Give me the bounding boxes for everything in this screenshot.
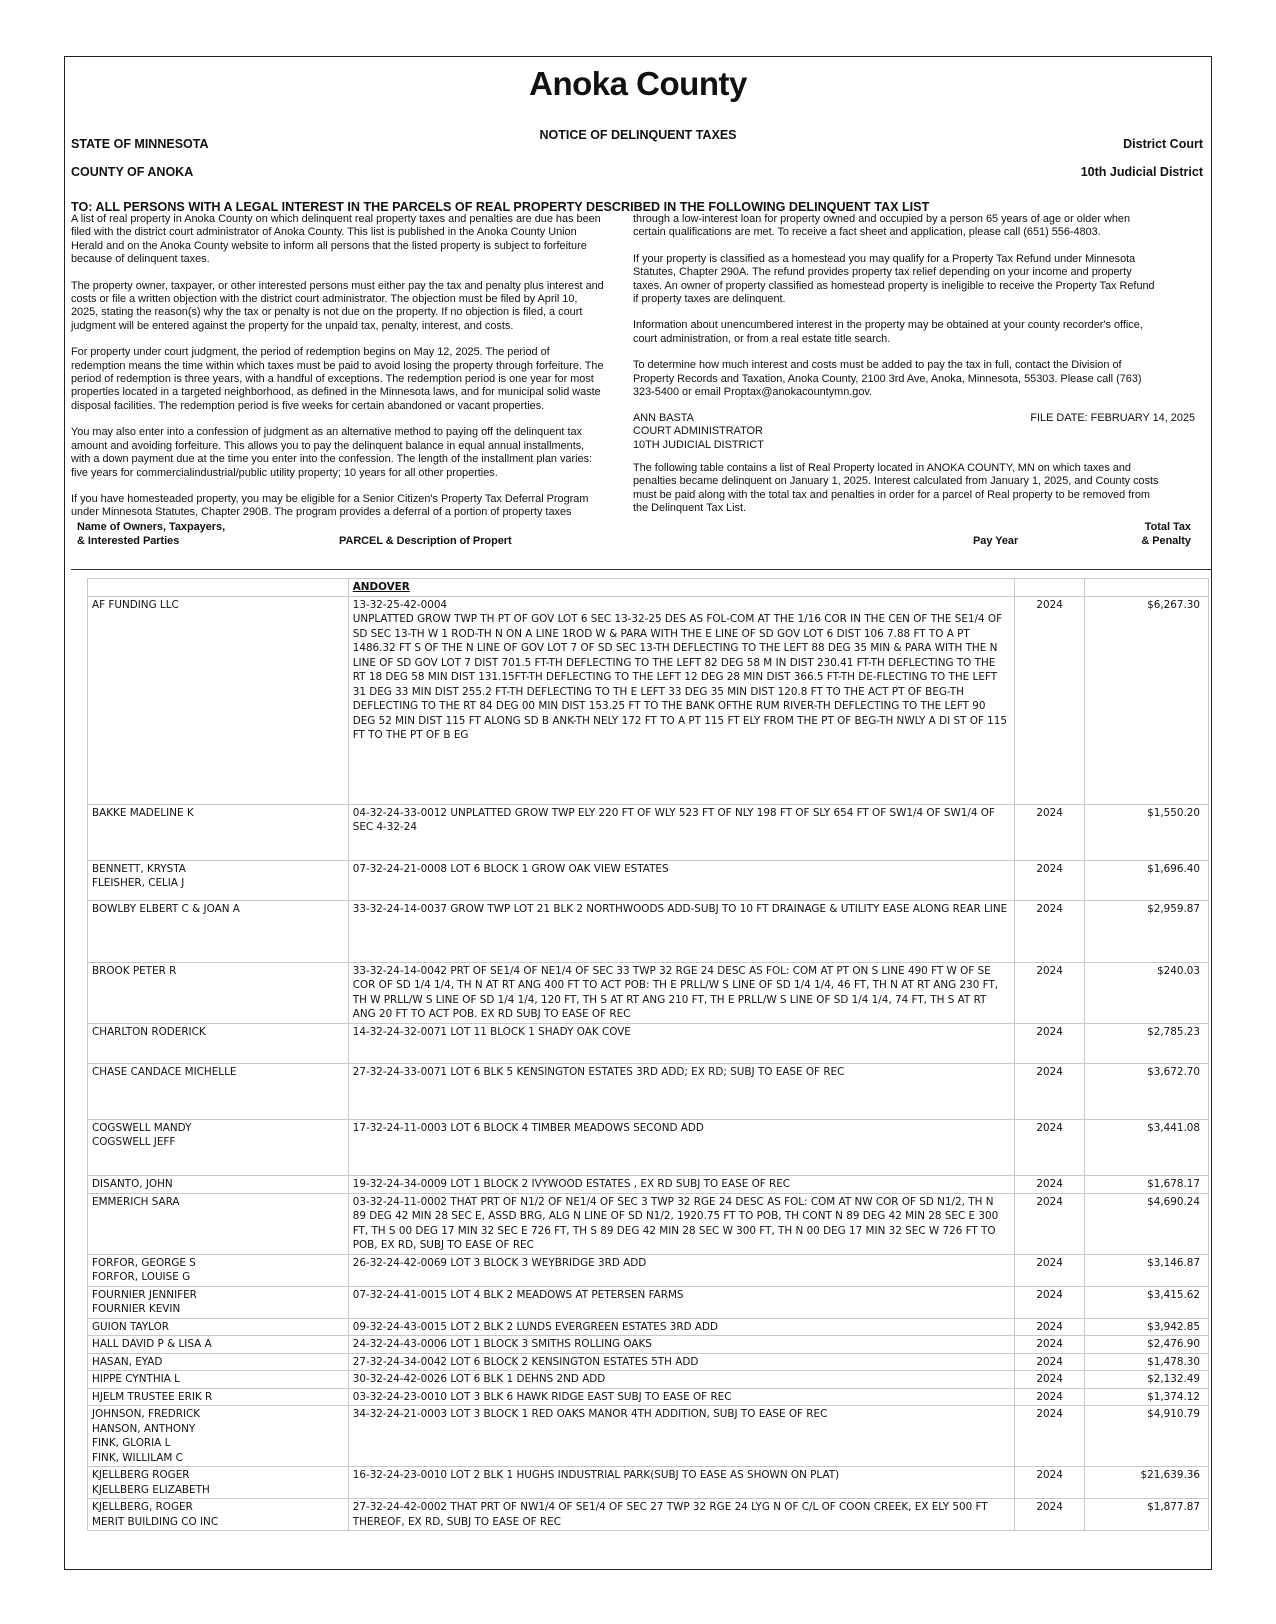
total-cell: $1,478.30 [1085,1353,1209,1371]
pay-year-cell: 2024 [1014,596,1085,804]
total-cell: $2,959.87 [1085,900,1209,962]
table-row [88,1023,1209,1063]
total-cell: $6,267.30 [1085,596,1209,804]
table-row [88,900,1209,962]
table-row [88,1371,1209,1389]
table-row [88,1286,1209,1318]
total-cell: $4,690.24 [1085,1193,1209,1254]
table-row [88,1119,1209,1175]
pay-year-cell: 2024 [1014,962,1085,1023]
total-cell: $1,877.87 [1085,1499,1209,1531]
table-row [88,1175,1209,1193]
paragraph: If your property is classified as a homestead you may qualify for a Property Tax Refund under Minnesota Statutes, Chapter 290A. The refund provides property tax relief depending on your income and property taxes. An owner of property classified as homestead property is ineligible to receive the Property Tax Refund if property taxes are delinquent. [633,252,1155,306]
pay-year-cell: 2024 [1014,1286,1085,1318]
owner-cell: GUION TAYLOR [88,1318,349,1336]
table-row [88,1254,1209,1286]
pay-year-cell: 2024 [1014,860,1085,900]
table-row [88,1063,1209,1119]
parcel-cell: 07-32-24-41-0015 LOT 4 BLK 2 MEADOWS AT PETERSEN FARMS [348,1286,1014,1318]
parcel-cell: 33-32-24-14-0037 GROW TWP LOT 21 BLK 2 NORTHWOODS ADD-SUBJ TO 10 FT DRAINAGE & UTILITY EASE ALONG REAR LINE [348,900,1014,962]
paragraph: If you have homesteaded property, you may be eligible for a Senior Citizen's Property Tax Deferral Program under Minnesota Statutes, Chapter 290B. The program provides a deferral of a portion of property taxes [71,492,589,519]
parcel-cell: 27-32-24-33-0071 LOT 6 BLK 5 KENSINGTON ESTATES 3RD ADD; EX RD; SUBJ TO EASE OF REC [348,1063,1014,1119]
owner-cell: BROOK PETER R [88,962,349,1023]
owner-cell: CHARLTON RODERICK [88,1023,349,1063]
county-title: Anoka County [529,65,747,102]
pay-year-cell: 2024 [1014,1353,1085,1371]
total-cell: $3,415.62 [1085,1286,1209,1318]
parcel-cell: 26-32-24-42-0069 LOT 3 BLOCK 3 WEYBRIDGE 3RD ADD [348,1254,1014,1286]
owner-cell: HASAN, EYAD [88,1353,349,1371]
table-row [88,1406,1209,1467]
parcel-cell: 27-32-24-42-0002 THAT PRT OF NW1/4 OF SE1/4 OF SEC 27 TWP 32 RGE 24 LYG N OF C/L OF COON CREEK, EX ELY 500 FT THEREOF, EX RD, SUBJ TO EASE OF REC [348,1499,1014,1531]
total-cell: $1,696.40 [1085,860,1209,900]
owner-cell: KJELLBERG, ROGER MERIT BUILDING CO INC [88,1499,349,1531]
notice-frame [64,56,1212,1570]
parcel-cell: 33-32-24-14-0042 PRT OF SE1/4 OF NE1/4 OF SEC 33 TWP 32 RGE 24 DESC AS FOL: COM AT PT ON S LINE 490 FT W OF SE COR OF SD 1/4 1/4, TH N AT RT ANG 400 FT TO ACT POB: TH E PRLL/W S LINE OF SD 1/4 1/4, 46 FT, TH N AT RT ANG 230 FT, TH W PRLL/W S LINE OF SD 1/4 1/4, 120 FT, TH S AT RT ANG 210 FT, TH E PRLL/W S LINE OF SD 1/4 1/4, 74 FT, TH S AT RT ANG 20 FT TO ACT POB. EX RD SUBJ TO EASE OF REC [348,962,1014,1023]
paragraph: A list of real property in Anoka County on which delinquent real property taxes and penalties are due has been filed with the district court administrator of Anoka County. This list is published in the Anoka County Union Herald and on the Anoka County website to inform all persons that the listed property is subject to forfeiture because of delinquent taxes. [71,213,601,266]
header-divider [71,569,1211,570]
district-label: 10th Judicial District [1080,165,1203,179]
column-header-parcel: PARCEL & Description of Propert [339,535,512,547]
signature-block [633,412,764,452]
table-row [88,962,1209,1023]
pay-year-cell: 2024 [1014,900,1085,962]
total-cell: $3,441.08 [1085,1119,1209,1175]
parcel-cell: 04-32-24-33-0012 UNPLATTED GROW TWP ELY 220 FT OF WLY 523 FT OF NLY 198 FT OF SLY 654 FT OF SW1/4 OF SW1/4 OF SEC 4-32-24 [348,804,1014,860]
to-line: TO: ALL PERSONS WITH A LEGAL INTEREST IN THE PARCELS OF REAL PROPERTY DESCRIBED IN THE FOLLOWING DELINQUENT TAX LIST [71,200,930,214]
pay-year-cell: 2024 [1014,1318,1085,1336]
city-row [88,579,1209,597]
paragraph: The property owner, taxpayer, or other interested persons must either pay the tax and penalty plus interest and costs or file a written objection with the district court administrator. The objection must be filed by April 10, 2025, stating the reason(s) why the tax or penalty is not due on the property. If no objection is filed, a court judgment will be entered against the property for the unpaid tax, penalty, interest, and costs. [71,279,604,332]
table-row [88,1193,1209,1254]
paragraph: through a low-interest loan for property owned and occupied by a person 65 years of age or older when certain qualifications are met. To receive a fact sheet and application, please call (651) 556-4803. [633,213,1131,239]
total-cell: $2,785.23 [1085,1023,1209,1063]
table-row [88,596,1209,804]
owner-cell: BAKKE MADELINE K [88,804,349,860]
pay-year-cell: 2024 [1014,1406,1085,1467]
file-date: FILE DATE: FEBRUARY 14, 2025 [1030,412,1195,424]
total-cell: $240.03 [1085,962,1209,1023]
total-cell: $4,910.79 [1085,1406,1209,1467]
column-header-owners: Name of Owners, Taxpayers, & Interested Parties [77,521,226,547]
parcel-cell: 24-32-24-43-0006 LOT 1 BLOCK 3 SMITHS ROLLING OAKS [348,1336,1014,1354]
pay-year-cell: 2024 [1014,1371,1085,1389]
pay-year-cell: 2024 [1014,1254,1085,1286]
right-column [633,213,1161,412]
owner-cell: AF FUNDING LLC [88,596,349,804]
total-cell: $1,678.17 [1085,1175,1209,1193]
table-row [88,1353,1209,1371]
parcel-cell: 16-32-24-23-0010 LOT 2 BLK 1 HUGHS INDUSTRIAL PARK(SUBJ TO EASE AS SHOWN ON PLAT) [348,1467,1014,1499]
pay-year-cell: 2024 [1014,1499,1085,1531]
table-intro-text: The following table contains a list of Real Property located in ANOKA COUNTY, MN on which taxes and penalties became delinquent on January 1, 2025. Interest calculated from January 1, 2025, and County costs must be paid along with the total tax and penalties in order for a parcel of Real property to be removed from the Delinquent Tax List. [633,462,1159,515]
pay-year-cell: 2024 [1014,804,1085,860]
parcel-cell: 03-32-24-23-0010 LOT 3 BLK 6 HAWK RIDGE EAST SUBJ TO EASE OF REC [348,1388,1014,1406]
signature-title: COURT ADMINISTRATOR [633,425,763,438]
owner-cell: DISANTO, JOHN [88,1175,349,1193]
owner-cell: BENNETT, KRYSTA FLEISHER, CELIA J [88,860,349,900]
owner-cell: HALL DAVID P & LISA A [88,1336,349,1354]
parcel-cell: 34-32-24-21-0003 LOT 3 BLOCK 1 RED OAKS MANOR 4TH ADDITION, SUBJ TO EASE OF REC [348,1406,1014,1467]
total-cell: $3,672.70 [1085,1063,1209,1119]
owner-cell: COGSWELL MANDY COGSWELL JEFF [88,1119,349,1175]
owner-cell: FORFOR, GEORGE S FORFOR, LOUISE G [88,1254,349,1286]
owner-cell: FOURNIER JENNIFER FOURNIER KEVIN [88,1286,349,1318]
owner-cell: HIPPE CYNTHIA L [88,1371,349,1389]
total-cell: $2,132.49 [1085,1371,1209,1389]
table-row [88,1388,1209,1406]
owner-cell: EMMERICH SARA [88,1193,349,1254]
total-cell: $2,476.90 [1085,1336,1209,1354]
parcel-cell: 09-32-24-43-0015 LOT 2 BLK 2 LUNDS EVERGREEN ESTATES 3RD ADD [348,1318,1014,1336]
delinquent-tax-table [87,578,1209,1531]
pay-year-cell: 2024 [1014,1193,1085,1254]
pay-year-cell: 2024 [1014,1388,1085,1406]
total-cell: $1,374.12 [1085,1388,1209,1406]
court-label: District Court [1123,137,1203,151]
paragraph: To determine how much interest and costs must be added to pay the tax in full, contact the Division of Property Records and Taxation, Anoka County, 2100 3rd Ave, Anoka, Minnesota, 55303. Please call (763) 323-5400 or email Proptax@anokacountymn.gov. [633,359,1142,399]
pay-year-cell: 2024 [1014,1175,1085,1193]
table-row [88,1336,1209,1354]
signature-name: ANN BASTA [633,412,694,424]
total-cell: $3,146.87 [1085,1254,1209,1286]
parcel-cell: 30-32-24-42-0026 LOT 6 BLK 1 DEHNS 2ND ADD [348,1371,1014,1389]
owner-cell: KJELLBERG ROGER KJELLBERG ELIZABETH [88,1467,349,1499]
table-row [88,1318,1209,1336]
owner-cell: CHASE CANDACE MICHELLE [88,1063,349,1119]
pay-year-cell: 2024 [1014,1336,1085,1354]
signature-district: 10TH JUDICIAL DISTRICT [633,438,764,451]
county-label: COUNTY OF ANOKA [71,165,194,179]
table-row [88,1499,1209,1531]
pay-year-cell: 2024 [1014,1467,1085,1499]
column-header-pay-year: Pay Year [973,535,1019,547]
table-intro [633,462,1161,529]
table-row [88,860,1209,900]
pay-year-cell: 2024 [1014,1119,1085,1175]
table-row [88,804,1209,860]
pay-year-cell: 2024 [1014,1063,1085,1119]
parcel-cell: 13-32-25-42-0004 UNPLATTED GROW TWP TH PT OF GOV LOT 6 SEC 13-32-25 DES AS FOL-COM AT THE 1/16 COR IN THE CEN OF THE SE1/4 OF SD SEC 13-TH W 1 ROD-TH N ON A LINE 1ROD W & PARA WITH THE E LINE OF SD GOV LOT 6 DIST 106 7.88 FT TO A PT 1486.32 FT S OF THE N LINE OF GOV LOT 7 OF SD SEC 13-TH DEFLECTING TO THE LEFT 88 DEG 35 MIN & PARA WITH THE N LINE OF SD GOV LOT 7 DIST 701.5 FT-TH DEFLECTING TO THE LEFT 82 DEG 58 M IN DIST 230.41 FT-TH DEFLECTING TO THE RT 18 DEG 58 MIN DIST 131.15FT-TH DEFLECTING TO THE LEFT 12 DEG 28 MIN DIST 366.5 FT-TH DE-FLECTING TO THE LEFT 31 DEG 33 MIN DIST 255.2 FT-TH DEFLECTING TO TH E LEFT 33 DEG 35 MIN DIST 120.8 FT TO THE ACT PT OF BEG-TH DEFLECTING TO THE RT 84 DEG 00 MIN DIST 153.25 FT TO THE BANK OFTHE RUM RIVER-TH DEFLECTING TO THE LEFT 90 DEG 52 MIN DIST 115 FT ALONG SD B ANK-TH NELY 172 FT TO A PT 115 FT ELY FROM THE PT OF BEG-TH NWLY A DI ST OF 115 FT TO THE PT OF B EG [348,596,1014,804]
total-cell: $1,550.20 [1085,804,1209,860]
total-cell: $3,942.85 [1085,1318,1209,1336]
pay-year-cell: 2024 [1014,1023,1085,1063]
paragraph: For property under court judgment, the period of redemption begins on May 12, 2025. The period of redemption means the time within which taxes must be paid to avoid losing the property through forfeiture. The period of redemption is three years, with a handful of exceptions. The redemption period is one year for most properties located in a targeted neighborhood, as defined in the Minnesota laws, and for municipal solid waste disposal facilities. The redemption period is five weeks for certain abandoned or vacant properties. [71,346,604,412]
notice-heading: NOTICE OF DELINQUENT TAXES [539,128,737,142]
left-column [71,213,605,533]
parcel-cell: 07-32-24-21-0008 LOT 6 BLOCK 1 GROW OAK VIEW ESTATES [348,860,1014,900]
table-row [88,1467,1209,1499]
owner-cell: JOHNSON, FREDRICK HANSON, ANTHONY FINK, GLORIA L FINK, WILLILAM C [88,1406,349,1467]
owner-cell: BOWLBY ELBERT C & JOAN A [88,900,349,962]
column-header-total: Total Tax & Penalty [1141,521,1191,547]
owner-cell: HJELM TRUSTEE ERIK R [88,1388,349,1406]
parcel-cell: 17-32-24-11-0003 LOT 6 BLOCK 4 TIMBER MEADOWS SECOND ADD [348,1119,1014,1175]
parcel-cell: 27-32-24-34-0042 LOT 6 BLOCK 2 KENSINGTON ESTATES 5TH ADD [348,1353,1014,1371]
total-cell: $21,639.36 [1085,1467,1209,1499]
city-name: ANDOVER [352,581,410,593]
parcel-cell: 19-32-24-34-0009 LOT 1 BLOCK 2 IVYWOOD ESTATES , EX RD SUBJ TO EASE OF REC [348,1175,1014,1193]
parcel-cell: 14-32-24-32-0071 LOT 11 BLOCK 1 SHADY OAK COVE [348,1023,1014,1063]
parcel-cell: 03-32-24-11-0002 THAT PRT OF N1/2 OF NE1/4 OF SEC 3 TWP 32 RGE 24 DESC AS FOL: COM AT NW COR OF SD N1/2, TH N 89 DEG 42 MIN 28 SEC E, ASSD BRG, ALG N LINE OF SD N1/2, 1920.75 FT TO POB, TH CONT N 89 DEG 42 MIN 28 SEC E 300 FT, TH S 00 DEG 17 MIN 32 SEC E 726 FT, TH S 89 DEG 42 MIN 28 SEC W 300 FT, TH N 00 DEG 17 MIN 32 SEC W 726 FT TO POB, EX RD, SUBJ TO EASE OF REC [348,1193,1014,1254]
paragraph: You may also enter into a confession of judgment as an alternative method to paying off the delinquent tax amount and avoiding forfeiture. This allows you to pay the delinquent balance in equal annual installments, with a down payment due at the time you enter into the confession. The length of the installment plan varies: five years for commercialindustrial/public utility property; 10 years for all other properties. [71,426,593,479]
state-label: STATE OF MINNESOTA [71,137,209,151]
paragraph: Information about unencumbered interest in the property may be obtained at your county recorder's office, court administration, or from a real estate title search. [633,319,1143,345]
